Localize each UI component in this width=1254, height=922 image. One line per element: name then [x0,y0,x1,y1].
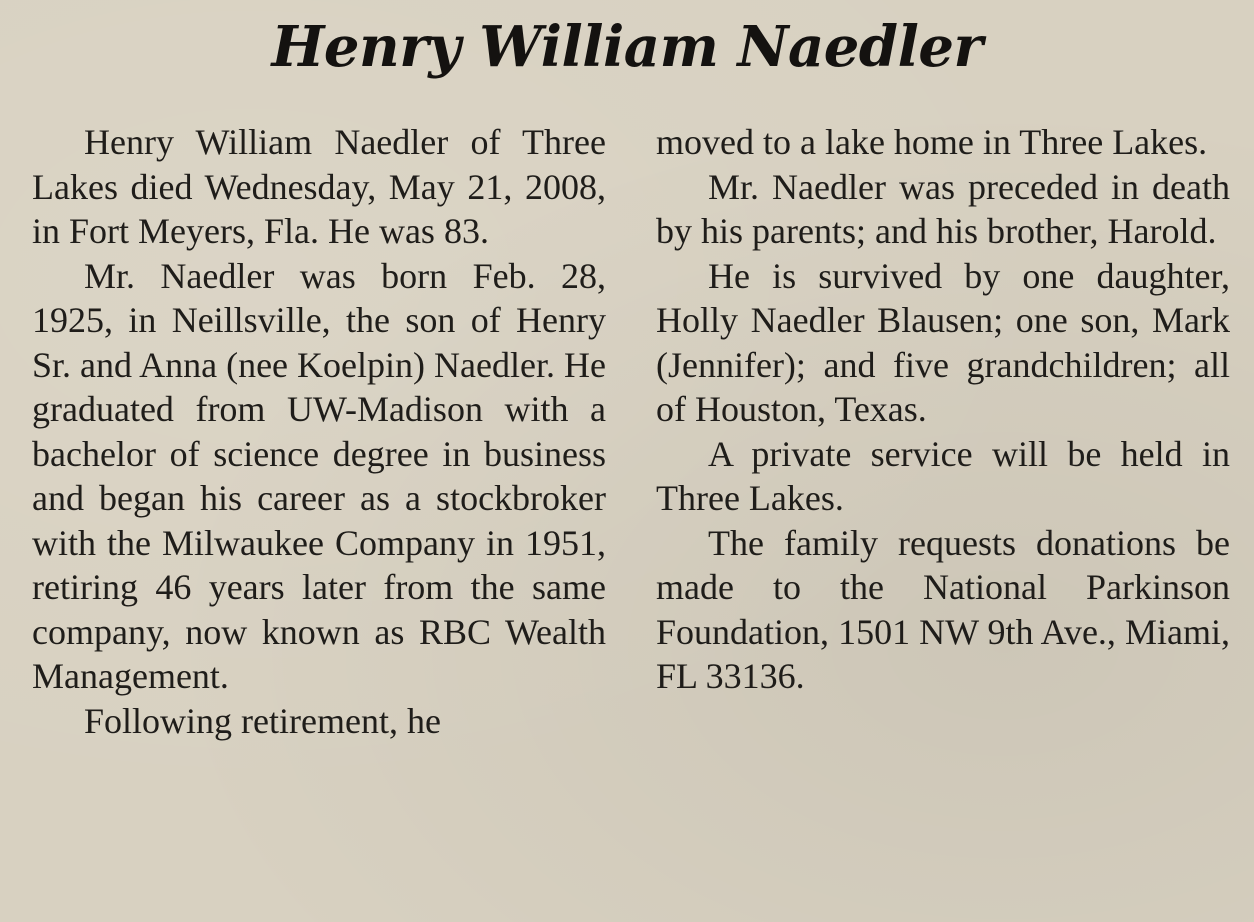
obituary-headline: Henry William Naedler [271,14,983,80]
paragraph-biography: Mr. Naedler was born Feb. 28, 1925, in Neillsville, the son of Henry Sr. and Anna (nee Koelpin) Naedler. He graduated from UW-Madison with a bachelor of science degree in business and began his career as a stockbroker with the Milwaukee Company in 1951, retiring 46 years later from the same company, now known as RBC Wealth Management. [32,255,606,696]
paragraph-retirement-continued: moved to a lake home in Three Lakes. [656,122,1208,162]
paragraph-preceded-in-death: Mr. Naedler was preceded in death by his parents; and his brother, Harold. [656,166,1230,251]
paragraph-death-notice: Henry William Naedler of Three Lakes died Wednesday, May 21, 2008, in Fort Meyers, Fla. He was 83. [32,122,606,251]
paragraph-service: A private service will be held in Three Lakes. [656,433,1230,518]
paragraph-donations: The family requests donations be made to the National Parkinson Foundation, 1501 NW 9th Ave., Miami, FL 33136. [656,522,1230,696]
right-column [656,120,1230,699]
paragraph-retirement-start: Following retirement, he [84,700,441,741]
left-column [32,120,606,743]
paragraph-survivors: He is survived by one daughter, Holly Naedler Blausen; one son, Mark (Jennifer); and five grandchildren; all of Houston, Texas. [656,255,1230,429]
